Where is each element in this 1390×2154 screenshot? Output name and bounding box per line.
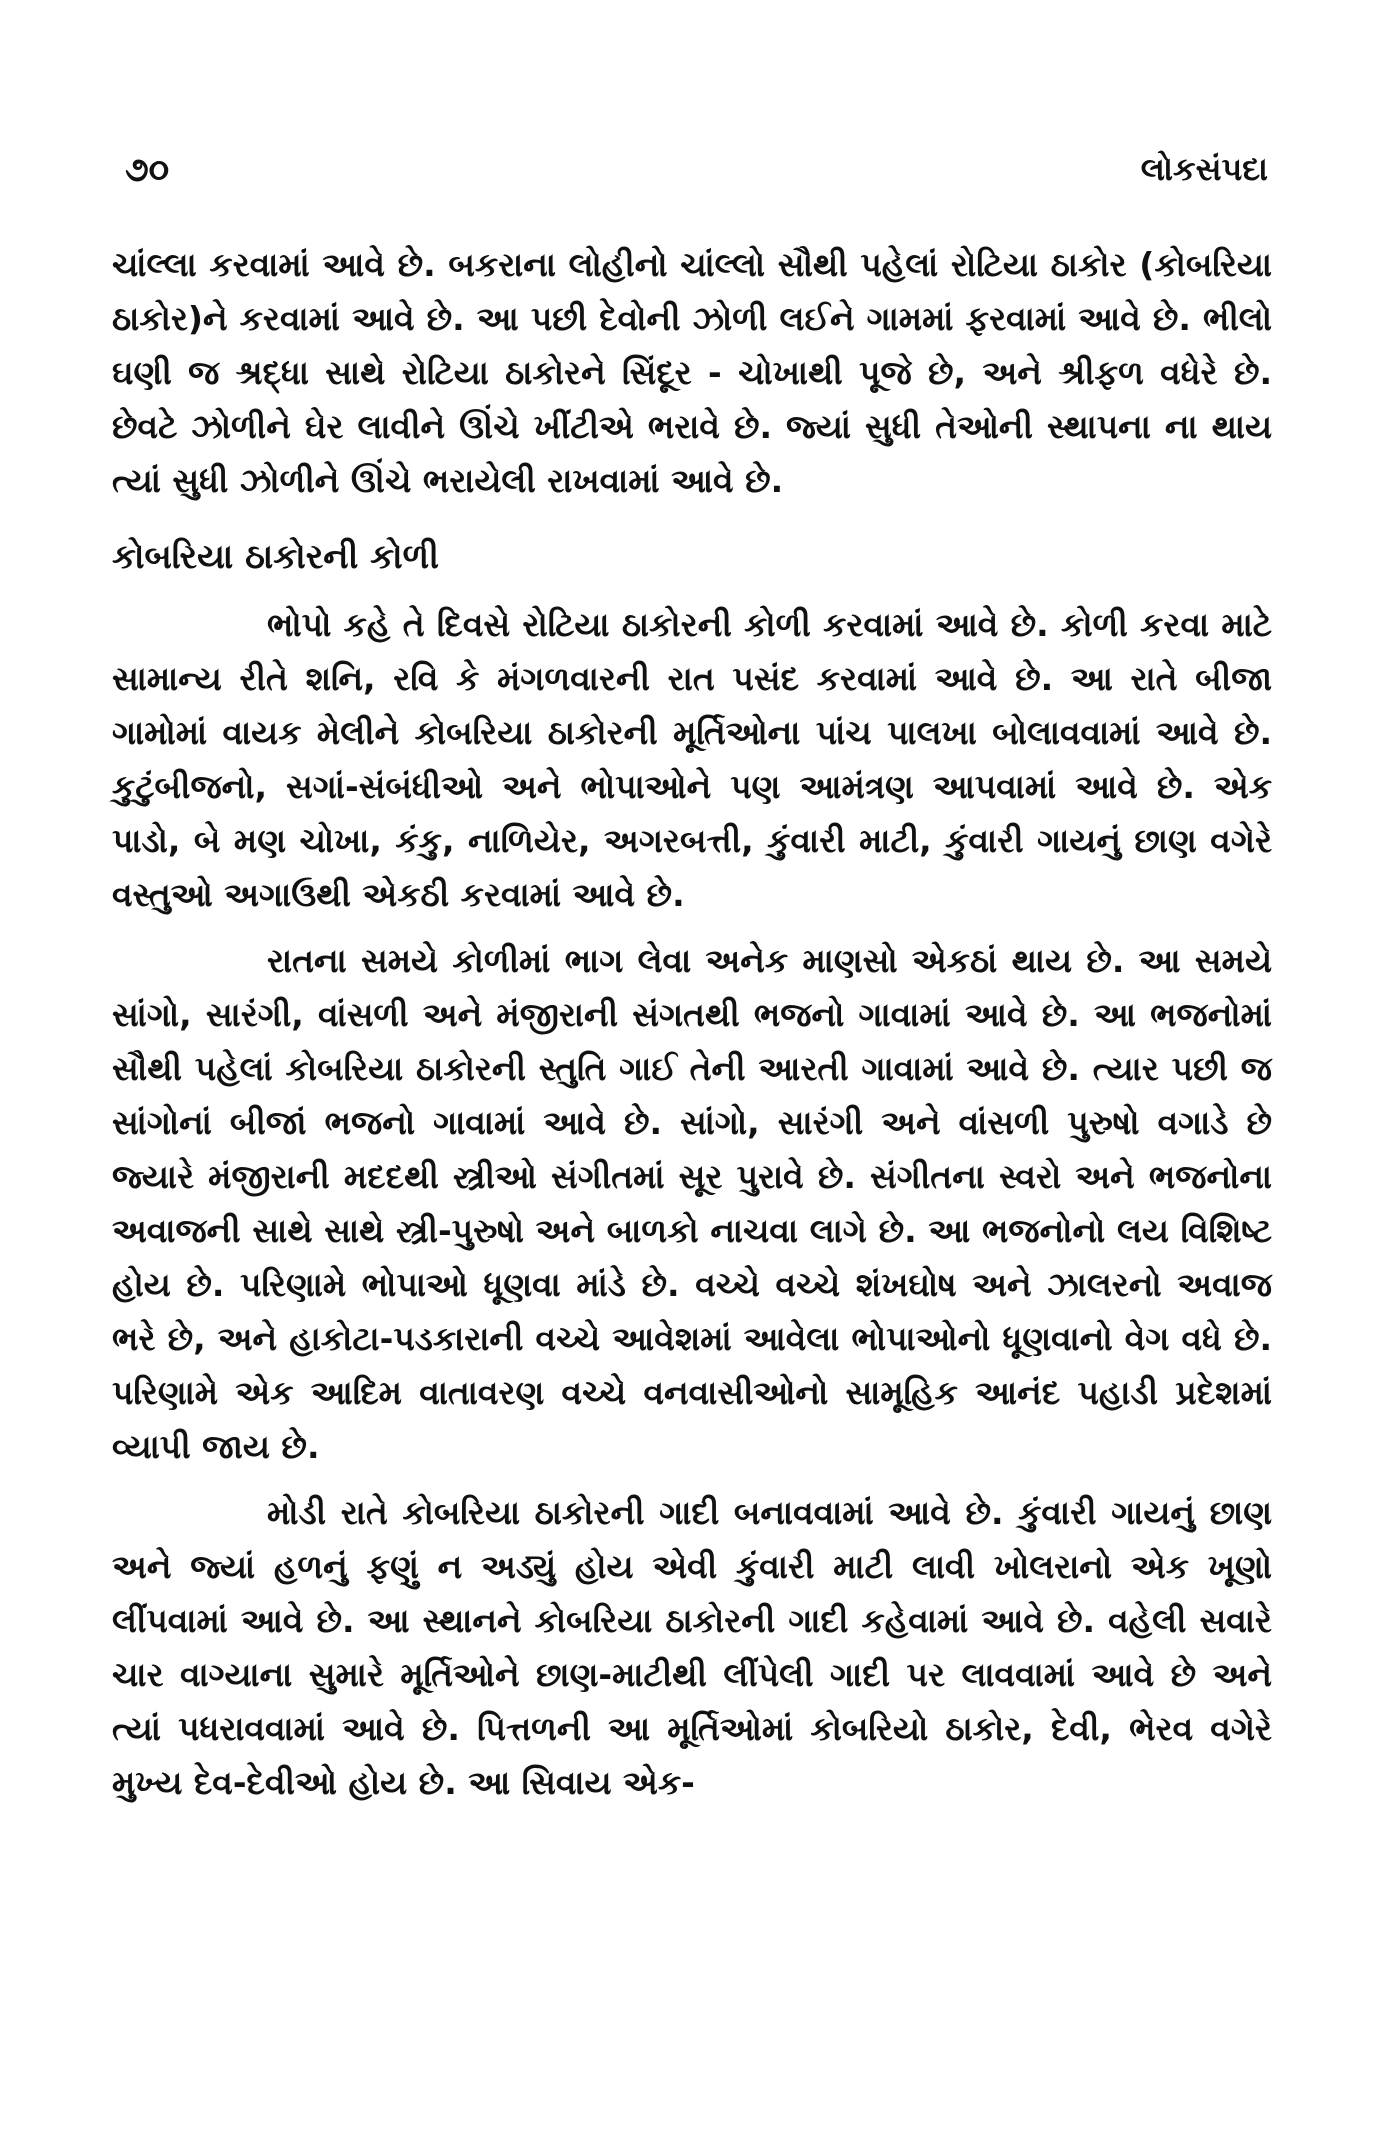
section-heading: કોબરિયા ઠાકોરની કોળી <box>112 537 439 577</box>
paragraph-1: ચાંલ્લા કરવામાં આવે છે. બકરાના લોહીનો ચાંલ્લો સૌથી પહેલાં રોટિયા ઠાકોર (કોબરિયા ઠાકોર)ને કરવામાં આવે છે. આ પછી દેવોની ઝોળી લઈને ગામમાં ફરવામાં આવે છે. ભીલો ઘણી જ શ્રદ્ધા સાથે રોટિયા ઠાકોરને સિંદૂર - ચોખાથી પૂજે છે, અને શ્રીફળ વધેરે છે. છેવટે ઝોળીને ઘેર લાવીને ઊંચે ખીંટીએ ભરાવે છે. જ્યાં સુધી તેઓની સ્થાપના ના થાય ત્યાં સુધી ઝોળીને ઊંચે ભરાયેલી રાખવામાં આવે છે. <box>112 245 1272 500</box>
paragraph-4: મોડી રાતે કોબરિયા ઠાકોરની ગાદી બનાવવામાં આવે છે. કુંવારી ગાયનું છાણ અને જ્યાં હળનું ફણું ન અડ્યું હોય એવી કુંવારી માટી લાવી ખોલરાનો એક ખૂણો લીંપવામાં આવે છે. આ સ્થાનને કોબરિયા ઠાકોરની ગાદી કહેવામાં આવે છે. વહેલી સવારે ચાર વાગ્યાના સુમારે મૂર્તિઓને છાણ-માટીથી લીંપેલી ગાદી પર લાવવામાં આવે છે અને ત્યાં પધરાવવામાં આવે છે. પિત્તળની આ મૂર્તિઓમાં કોબરિયો ઠાકોર, દેવી, ભેરવ વગેરે મુખ્ય દેવ-દેવીઓ હોય છે. આ સિવાય એક- <box>112 1493 1272 1802</box>
running-head: લોકસંપદા <box>1140 150 1268 188</box>
paragraph-3: રાતના સમયે કોળીમાં ભાગ લેવા અનેક માણસો એકઠાં થાય છે. આ સમયે સાંગો, સારંગી, વાંસળી અને મંજીરાની સંગતથી ભજનો ગાવામાં આવે છે. આ ભજનોમાં સૌથી પહેલાં કોબરિયા ઠાકોરની સ્તુતિ ગાઈ તેની આરતી ગાવામાં આવે છે. ત્યાર પછી જ સાંગોનાં બીજાં ભજનો ગાવામાં આવે છે. સાંગો, સારંગી અને વાંસળી પુરુષો વગાડે છે જ્યારે મંજીરાની મદદથી સ્ત્રીઓ સંગીતમાં સૂર પુરાવે છે. સંગીતના સ્વરો અને ભજનોના અવાજની સાથે સાથે સ્ત્રી-પુરુષો અને બાળકો નાચવા લાગે છે. આ ભજનોનો લય વિશિષ્ટ હોય છે. પરિણામે ભોપાઓ ધૂણવા માંડે છે. વચ્ચે વચ્ચે શંખઘોષ અને ઝાલરનો અવાજ ભરે છે, અને હાકોટા-પડકારાની વચ્ચે આવેશમાં આવેલા ભોપાઓનો ધૂણવાનો વેગ વધે છે. પરિણામે એક આદિમ વાતાવરણ વચ્ચે વનવાસીઓનો સામૂહિક આનંદ પહાડી પ્રદેશમાં વ્યાપી જાય છે. <box>112 941 1272 1466</box>
page-number: ૭૦ <box>125 150 170 190</box>
page-header <box>125 150 1268 196</box>
page-body <box>112 238 1272 1810</box>
paragraph-2: ભોપો કહે તે દિવસે રોટિયા ઠાકોરની કોળી કરવામાં આવે છે. કોળી કરવા માટે સામાન્ય રીતે શનિ, રવિ કે મંગળવારની રાત પસંદ કરવામાં આવે છે. આ રાતે બીજા ગામોમાં વાયક મેલીને કોબરિયા ઠાકોરની મૂર્તિઓના પાંચ પાલખા બોલાવવામાં આવે છે. કુટુંબીજનો, સગાં-સંબંધીઓ અને ભોપાઓને પણ આમંત્રણ આપવામાં આવે છે. એક પાડો, બે મણ ચોખા, કંકુ, નાળિયેર, અગરબત્તી, કુંવારી માટી, કુંવારી ગાયનું છાણ વગેરે વસ્તુઓ અગાઉથી એકઠી કરવામાં આવે છે. <box>112 605 1272 914</box>
